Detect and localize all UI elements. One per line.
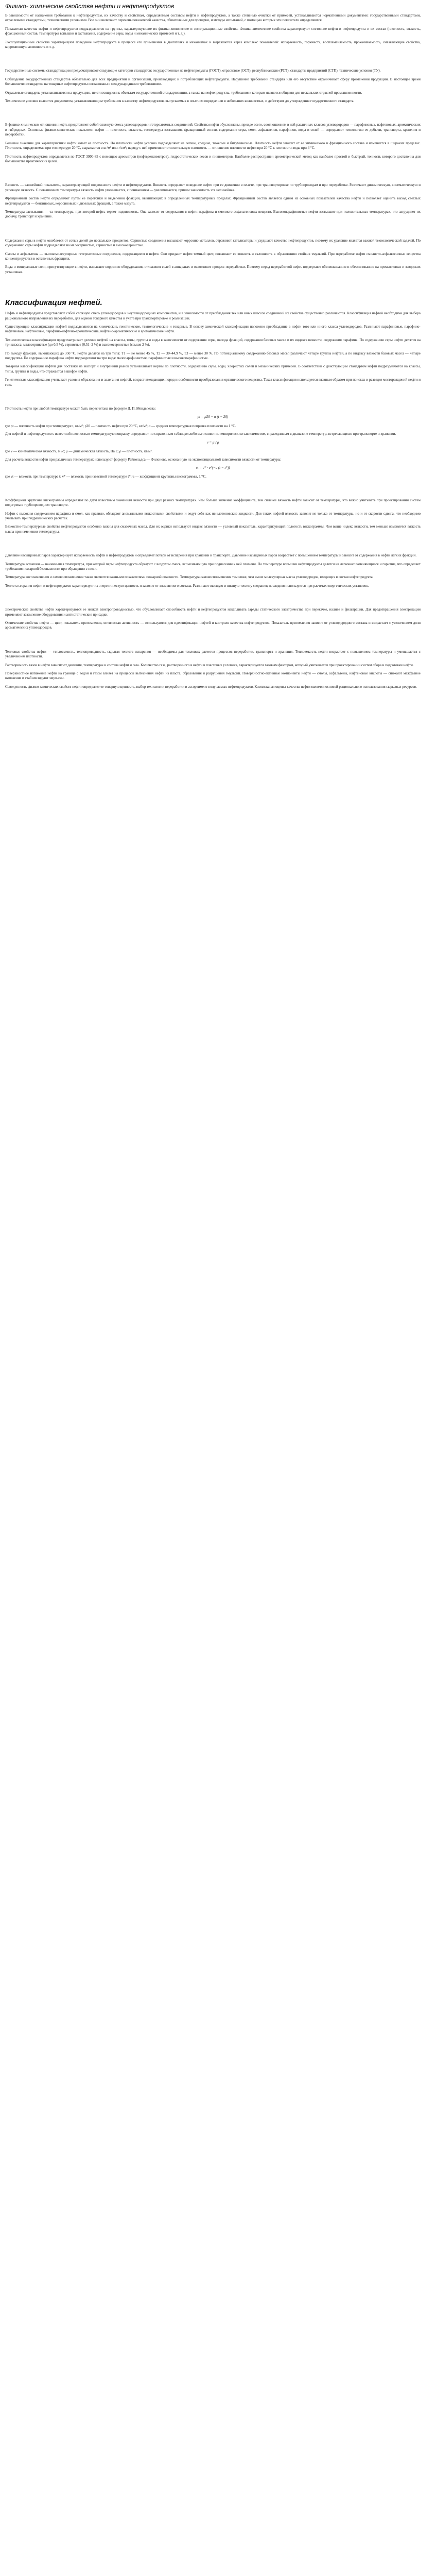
paragraph: Температура вспышки — наименьшая температура, при которой пары нефтепродукта образуют с воздухом смесь, вспыхивающую при поднесении к ней пламени. По температуре вспышки нефтепродукты делятся на легковоспламеняющиеся и горючие, что определяет требования пожарной безопасности при обращении с ними.: [5, 562, 421, 571]
paragraph: Коэффициент крутизны вискограммы определяют по двум известным значениям вязкости при двух разных температурах. Чем больше значение коэффициента, тем сильнее вязкость нефти зависит от температуры, что важно учитывать при проектировании систем подогрева в трубопроводном транспорте.: [5, 498, 421, 507]
paragraph: Большое значение для характеристики нефти имеет ее плотность. По плотности нефти условно подразделяют на легкие, средние, тяжелые и битуминозные. Плотность нефти зависит от ее химического и фракционного состава и изменяется в широких пределах. Плотность, определяемая при температуре 20 °С, выражается в кг/м³ или г/см³; наряду с ней применяют относительную плотность — отношение плотности нефти при 20 °С к плотности воды при 4 °С.: [5, 141, 421, 150]
document-page: [0, 0, 426, 703]
paragraph: Технологическая классификация предусматривает деление нефтей на классы, типы, группы и виды в зависимости от содержания серы, выхода фракций, содержания базовых масел и их индекса вязкости, содержания парафина. По содержанию серы нефти делятся на три класса: малосернистые (до 0,5 %), сернистые (0,51–2 %) и высокосернистые (свыше 2 %).: [5, 337, 421, 347]
paragraph: Тепловые свойства нефти — теплоемкость, теплопроводность, скрытая теплота испарения — необходимы для тепловых расчетов процессов переработки, транспорта и хранения. Теплоемкость нефти возрастает с повышением температуры и уменьшается с увеличением плотности.: [5, 649, 421, 659]
paragraph: Содержание серы в нефти колеблется от сотых долей до нескольких процентов. Сернистые соединения вызывают коррозию металлов, отравляют катализаторы и ухудшают качество нефтепродуктов, поэтому их удаление является важной технологической задачей. По содержанию серы нефти подразделяют на малосернистые, сернистые и высокосернистые.: [5, 238, 421, 248]
paragraph: Отраслевые стандарты устанавливаются на продукцию, не относящуюся к объектам государственной стандартизации, а также на нефтепродукты, требования к которым являются общими для нескольких отраслей промышленности.: [5, 90, 362, 95]
paragraph: Эксплуатационные свойства характеризуют поведение нефтепродукта в процессе его применения в двигателях и механизмах и выражаются через комплекс показателей: испаряемость, горючесть, воспламеняемость, прокачиваемость, смазывающие свойства, коррозионную активность и т. д.: [5, 40, 421, 49]
paragraph: Вода и минеральные соли, присутствующие в нефти, вызывают коррозию оборудования, отложения солей в аппаратах и осложняют процесс переработки. Поэтому перед переработкой нефть подвергают обезвоживанию и обессоливанию на промысловых и заводских установках.: [5, 265, 421, 274]
section-viscosity: [5, 183, 421, 219]
paragraph: Генетическая классификация учитывает условия образования и залегания нефтей, возраст вмещающих пород и особенности преобразования органического вещества. Такая классификация используется главным образом при поисках и разведке месторождений нефти и газа.: [5, 378, 421, 387]
paragraph: По выходу фракций, выкипающих до 350 °С, нефти делятся на три типа: Т1 — не менее 45 %, Т2 — 30–44,9 %, Т3 — менее 30 %. По потенциальному содержанию базовых масел различают четыре группы нефтей, а по индексу вязкости базовых масел — четыре подгруппы. По содержанию парафина нефти подразделяют на три вида: малопарафинистые, парафинистые и высокопарафинистые.: [5, 351, 421, 361]
paragraph: Оптические свойства нефти — цвет, показатель преломления, оптическая активность — используются для идентификации нефтей и контроля качества нефтепродуктов. Показатель преломления зависит от углеводородного состава и возрастает с увеличением доли ароматических углеводородов.: [5, 621, 421, 630]
paragraph: Товарная классификация нефтей для поставки на экспорт и внутренний рынок устанавливает нормы по плотности, содержанию серы, воды, хлористых солей и механических примесей. В соответствии с действующим стандартом нефти подразделяются на классы, типы, группы и виды, что отражается в шифре нефти.: [5, 364, 421, 374]
paragraph: Технические условия являются документом, устанавливающим требования к качеству нефтепродуктов, выпускаемых в опытном порядке или в небольших количествах, и действуют до утверждения государственного стандарта.: [5, 99, 355, 104]
paragraph: Соблюдение государственных стандартов обязательно для всех предприятий и организаций, производящих и потребляющих нефтепродукты. Нарушение требований стандарта или его отсутствие ограничивает сферу применения продукции. В настоящее время большинство стандартов на товарные нефтепродукты согласованы с международными требованиями.: [5, 77, 421, 87]
section-physchem: [5, 123, 421, 164]
paragraph: Для нефтей и нефтепродуктов с известной плотностью температурную поправку определяют по справочным таблицам либо вычисляют по эмпирическим зависимостям, справедливым в диапазоне температур, встречающихся при транспорте и хранении.: [5, 432, 396, 436]
classification-heading: Классификация нефтей.: [5, 298, 102, 308]
paragraph: Показатели качества нефти и нефтепродуктов подразделяются на группы, характеризующие их физико-химические и эксплуатационные свойства. Физико-химические свойства характеризуют состояние нефти и нефтепродукта и их состав (плотность, вязкость, фракционный состав, температуры вспышки и застывания, содержание серы, воды и механических примесей и т. д.).: [5, 26, 421, 36]
paragraph: В физико-химическом отношении нефть представляет собой сложную смесь углеводородов и гетероатомных соединений. Свойства нефти обусловлены, прежде всего, соотношением в ней различных классов углеводородов — парафиновых, нафтеновых, ароматических и гибридных. Основные физико-химические показатели нефти — плотность, вязкость, температура застывания, фракционный состав, содержание серы, смол, асфальтенов, парафинов, воды и солей — определяют технологию ее добычи, транспорта, хранения и переработки.: [5, 123, 421, 137]
paragraph: Растворимость газов в нефти зависит от давления, температуры и состава нефти и газа. Количество газа, растворенного в нефти в пластовых условиях, характеризуется газовым фактором, который учитывается при проектировании систем сбора и подготовки нефти.: [5, 663, 414, 667]
paragraph: Смолы и асфальтены — высокомолекулярные гетероатомные соединения, содержащиеся в нефти. Они придают нефти темный цвет, повышают ее вязкость и склонность к образованию стойких эмульсий. При переработке нефти смолисто-асфальтеновые вещества концентрируются в остаточных фракциях.: [5, 251, 421, 261]
section-standards: [5, 69, 421, 104]
section-volatility: [5, 553, 421, 588]
paragraph: Электрические свойства нефти характеризуются ее низкой электропроводностью, что обусловливает способность нефти и нефтепродуктов накапливать заряды статического электричества при перекачке, наливе и фильтрации. Для предотвращения электризации применяют заземление оборудования и антистатические присадки.: [5, 607, 421, 617]
paragraph: Государственные системы стандартизации предусматривают следующие категории стандартов: государственные на нефтепродукты (ГОСТ), отраслевые (ОСТ), республиканские (РСТ), стандарты предприятий (СТП), технические условия (ТУ).: [5, 69, 381, 73]
paragraph: Давление насыщенных паров характеризует испаряемость нефти и нефтепродуктов и определяет потери от испарения при хранении и транспорте. Давление насыщенных паров возрастает с повышением температуры и зависит от содержания в нефти легких фракций.: [5, 553, 417, 558]
section-viscosity-temperature: [5, 498, 421, 534]
section-intro: [5, 13, 421, 49]
formula-viscosity-temperature: νt = ν* · e^(−u (t − t*)): [196, 465, 230, 470]
paragraph: Температура застывания — та температура, при которой нефть теряет подвижность. Она зависит от содержания в нефти парафина и смолисто-асфальтеновых веществ. Высокопарафинистые нефти застывают при положительных температурах, что затрудняет их добычу, транспорт и хранение.: [5, 209, 421, 219]
paragraph: Существующие классификации нефтей подразделяются на химические, генетические, технологические и товарные. В основу химической классификации положено преобладание в нефти того или иного класса углеводородов. Различают парафиновые, парафино-нафтеновые, нафтеновые, парафино-нафтено-ароматические, нафтено-ароматические и ароматические нефти.: [5, 325, 421, 334]
section-impurities: [5, 239, 421, 275]
paragraph: Поверхностное натяжение нефти на границе с водой и газом влияет на процессы вытеснения нефти из пласта, образования и разрушения эмульсий. Поверхностно-активные компоненты нефти — смолы, асфальтены, нафтеновые кислоты — снижают межфазное натяжение и стабилизируют эмульсии.: [5, 671, 421, 681]
paragraph: Для расчета вязкости нефти при различных температурах используют формулу Рейнольдса — Филонова, основанную на экспоненциальной зависимости вязкости от температуры:: [5, 457, 282, 462]
formula-legend: где ν — кинематическая вязкость, м²/с; μ — динамическая вязкость, Па·с; ρ — плотность, кг/м³.: [5, 449, 153, 454]
paragraph: Плотность нефтепродуктов определяется по ГОСТ 3900-85 с помощью ареометров (нефтеденсиметров), гидростатических весов и пикнометров. Наиболее распространен ареометрический метод как наиболее простой и быстрый, точность которого достаточна для большинства практических целей.: [5, 154, 421, 163]
paragraph: Вязкость — важнейший показатель, характеризующий подвижность нефти и нефтепродуктов. Вязкость определяет поведение нефти при ее движении в пласте, при транспортировке по трубопроводам и при переработке. Различают динамическую, кинематическую и условную вязкость. С повышением температуры вязкость нефти уменьшается, с понижением — увеличивается, причем зависимость эта нелинейная.: [5, 183, 421, 192]
paragraph: В зависимости от назначения требования к нефтепродуктам, их качеству и свойствам, определяемым составом нефти и нефтепродуктов, а также степенью очистки от примесей, устанавливаются нормативными документами: государственными стандартами, отраслевыми стандартами, техническими условиями. Все они включают перечень показателей качества, обязательных для проверки, и методы испытаний, с помощью которых эти показатели определяются.: [5, 13, 421, 23]
paragraph: Плотность нефти при любой температуре может быть пересчитана по формуле Д. И. Менделеева:: [5, 406, 156, 411]
paragraph: Фракционный состав нефти определяют путем ее перегонки и выделения фракций, выкипающих в определенных температурных пределах. Фракционный состав является одним из основных показателей качества нефти и позволяет оценить выход светлых нефтепродуктов — бензиновых, керосиновых и дизельных фракций, а также мазута.: [5, 196, 421, 206]
page-title: Физико- химические свойства нефти и нефтепродуктов: [5, 3, 175, 10]
paragraph: Теплота сгорания нефти и нефтепродуктов характеризует их энергетическую ценность и зависит от элементного состава. Различают высшую и низшую теплоту сгорания; последняя используется при расчетах энергетических установок.: [5, 583, 369, 588]
section-thermal: [5, 650, 421, 689]
paragraph: Нефть и нефтепродукты представляют собой сложную смесь углеводородов и неуглеводородных компонентов, и в зависимости от преобладания тех или иных классов соединений их свойства существенно различаются. Классификация нефтей необходима для выбора рационального направления их переработки, для оценки товарного качества и учета при транспортировке и реализации.: [5, 311, 421, 320]
section-classification: [5, 311, 421, 387]
paragraph: Температура воспламенения и самовоспламенения также являются важными показателями пожарной опасности. Температура самовоспламенения тем ниже, чем выше молекулярная масса углеводородов, входящих в состав нефтепродукта.: [5, 575, 374, 580]
formula-density: ρt = ρ20 − α (t − 20): [197, 415, 229, 419]
paragraph: Совокупность физико-химических свойств нефти определяет ее товарную ценность, выбор технологии переработки и ассортимент получаемых нефтепродуктов. Комплексная оценка качества нефти является основой рационального использования сырьевых ресурсов.: [5, 684, 417, 689]
formula-legend: где ρt — плотность нефти при температуре t, кг/м³; ρ20 — плотность нефти при 20 °С, кг/м³; α — средняя температурная поправка плотности на 1 °С.: [5, 423, 236, 428]
paragraph: Вязкостно-температурные свойства нефтепродуктов особенно важны для смазочных масел. Для их оценки используют индекс вязкости — условный показатель, характеризующий пологость вискограммы. Чем выше индекс вязкости, тем меньше изменяется вязкость масла при изменении температуры.: [5, 524, 421, 534]
formula-kinematic-viscosity: ν = μ / ρ: [206, 440, 219, 445]
section-electrical-optical: [5, 607, 421, 631]
formula-legend: где νt — вязкость при температуре t; ν* — вязкость при известной температуре t*; u — коэффициент крутизны вискограммы, 1/°С.: [5, 474, 206, 479]
section-formulas: [5, 406, 421, 480]
paragraph: Нефти с высоким содержанием парафина и смол, как правило, обладают аномальными вязкостными свойствами и ведут себя как неньютоновские жидкости. Для таких нефтей вязкость зависит не только от температуры, но и от скорости сдвига, что необходимо учитывать при гидравлических расчетах.: [5, 511, 421, 520]
